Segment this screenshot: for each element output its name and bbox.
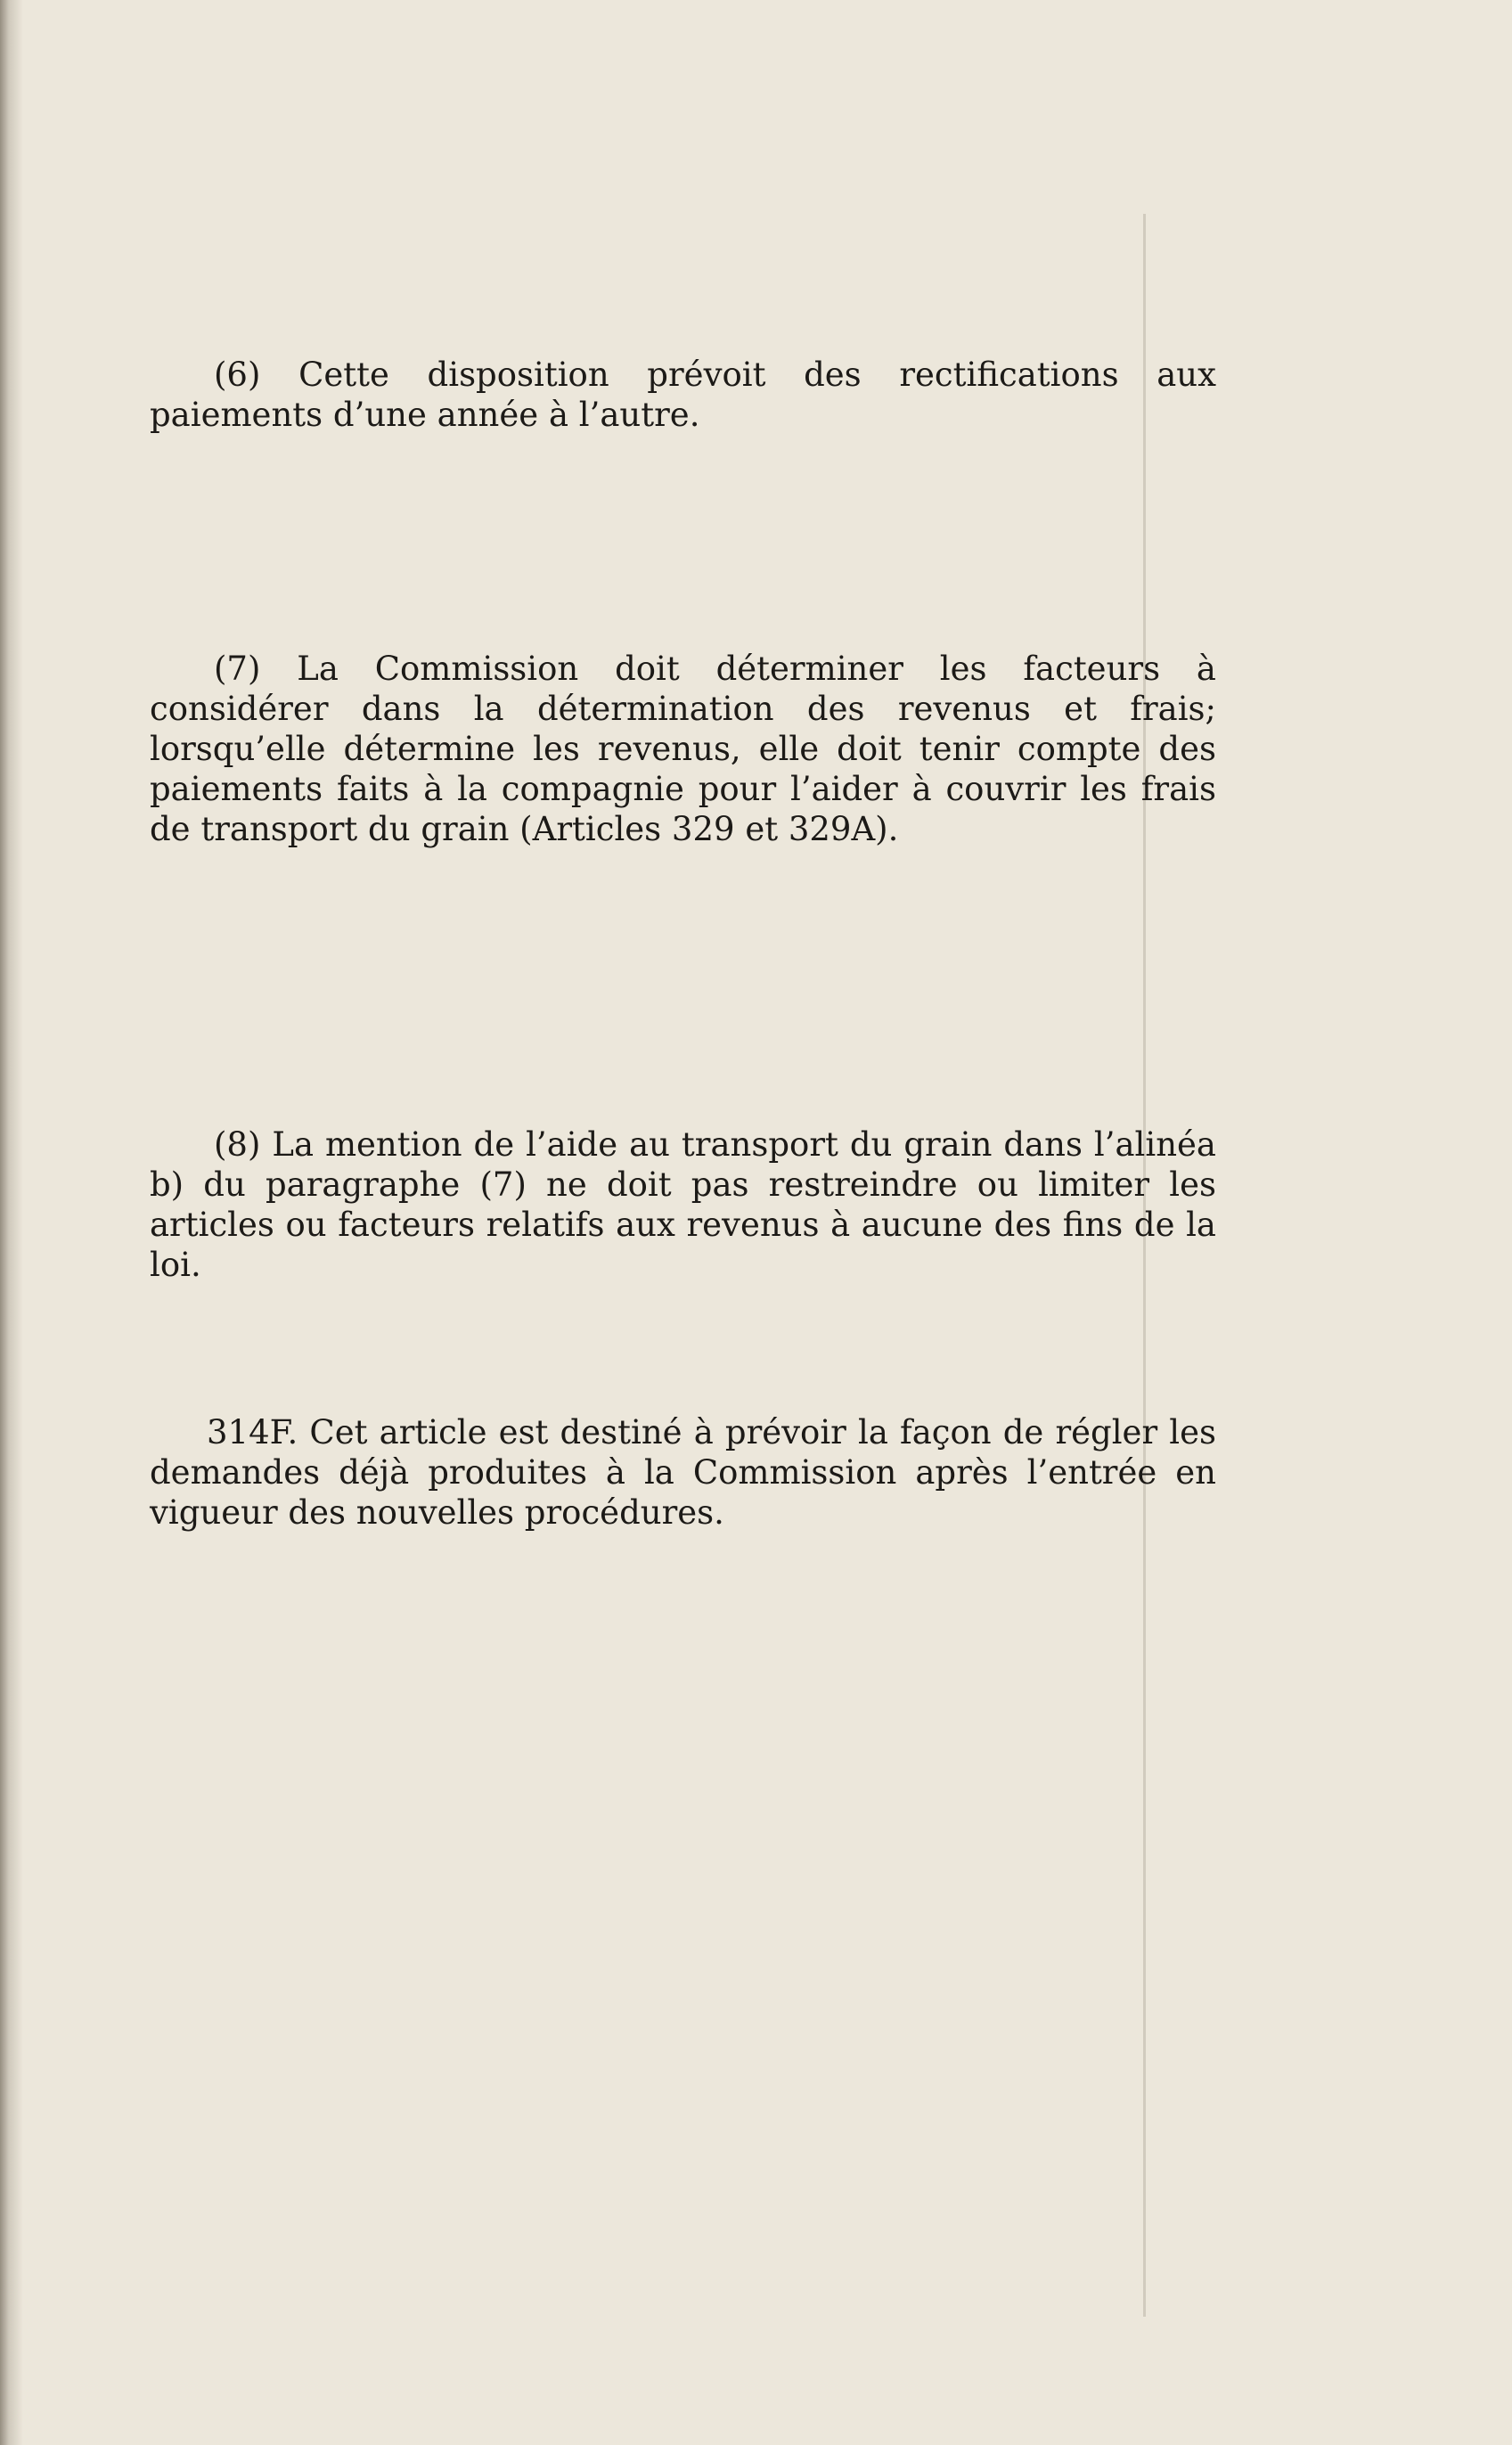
paragraph-6: (6) Cette disposition prévoit des rectifications aux paiements d’une année à l’autre. (150, 356, 1216, 434)
paragraph-314f: 314F. Cet article est destiné à prévoir la façon de régler les demandes déjà produites à la Commission après l’entrée en vigueur des nouvelles procédures. (150, 1413, 1216, 1532)
paragraph-8: (8) La mention de l’aide au transport du grain dans l’alinéa b) du paragraphe (7) ne doit pas restreindre ou limiter les articles ou facteurs relatifs aux revenus à aucune des fins de la loi. (150, 1125, 1216, 1284)
paragraph-7: (7) La Commission doit déterminer les facteurs à considérer dans la détermination des revenus et frais; lorsqu’elle détermine les revenus, elle doit tenir compte des paiements faits à la compagnie pour l’aider à couvrir les frais de transport du grain (Articles 329 et 329A). (150, 650, 1216, 848)
